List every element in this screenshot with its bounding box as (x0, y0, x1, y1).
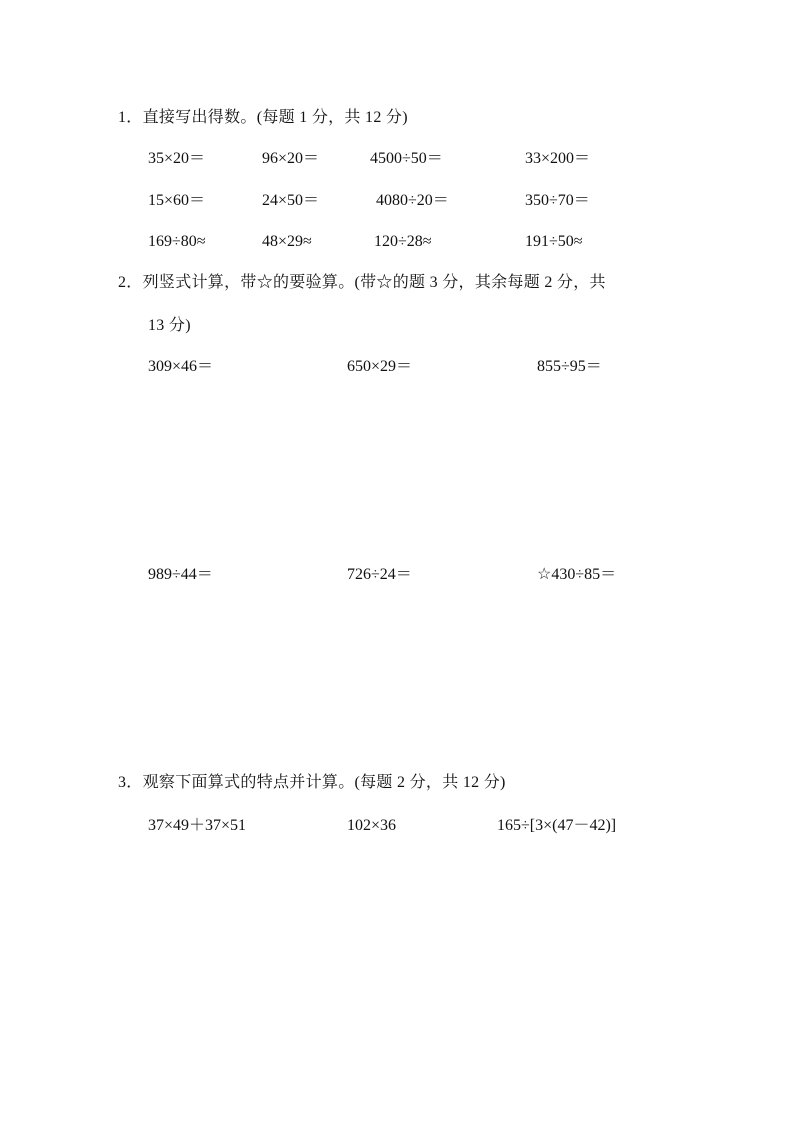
problem-2-5: 726÷24＝ (347, 566, 412, 583)
problem-1-6: 24×50＝ (262, 192, 320, 209)
problem-2-1: 309×46＝ (148, 358, 214, 375)
problem-1-2: 96×20＝ (262, 150, 320, 167)
problem-1-7: 4080÷20＝ (376, 192, 449, 209)
problem-3-1: 37×49＋37×51 (148, 817, 247, 834)
problem-1-3: 4500÷50＝ (370, 150, 443, 167)
problem-1-4: 33×200＝ (525, 150, 591, 167)
problem-3-3: 165÷[3×(47－42)] (497, 817, 617, 834)
problem-1-11: 120÷28≈ (374, 233, 432, 250)
problem-1-5: 15×60＝ (148, 192, 206, 209)
section-1-heading: 1．直接写出得数。(每题 1 分，共 12 分) (118, 109, 408, 126)
problem-2-2: 650×29＝ (347, 358, 413, 375)
problem-1-1: 35×20＝ (148, 150, 206, 167)
problem-1-12: 191÷50≈ (525, 233, 583, 250)
problem-1-9: 169÷80≈ (148, 233, 206, 250)
problem-1-8: 350÷70＝ (525, 192, 590, 209)
problem-2-3: 855÷95＝ (537, 358, 602, 375)
section-2-heading-line1: 2．列竖式计算，带☆的要验算。(带☆的题 3 分，其余每题 2 分，共 (118, 274, 606, 291)
problem-1-10: 48×29≈ (262, 233, 312, 250)
problem-3-2: 102×36 (347, 817, 397, 834)
problem-2-4: 989÷44＝ (148, 566, 213, 583)
section-2-heading-line2: 13 分) (148, 317, 191, 334)
problem-2-6: ☆430÷85＝ (537, 566, 617, 583)
section-3-heading: 3．观察下面算式的特点并计算。(每题 2 分，共 12 分) (118, 774, 506, 791)
